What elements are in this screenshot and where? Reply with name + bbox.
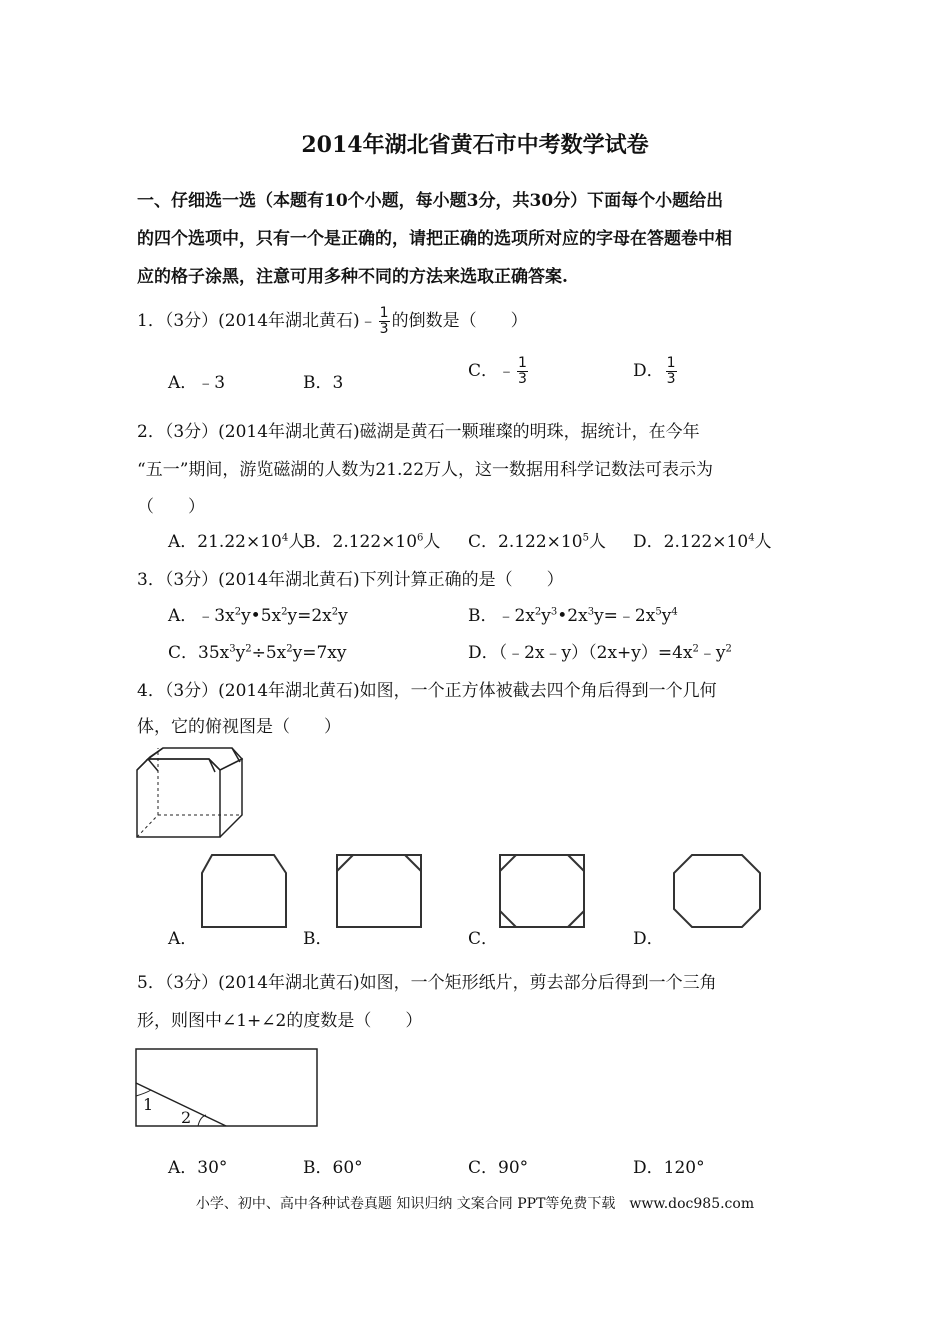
q4-option-d-shape bbox=[672, 853, 762, 929]
option-label: D． bbox=[633, 361, 664, 381]
option-neg-sign: ﹣ bbox=[498, 361, 516, 381]
q4-option-d[interactable]: D． bbox=[633, 929, 664, 949]
option-label: B． bbox=[468, 606, 498, 626]
q1-frac-den: 3 bbox=[379, 321, 389, 337]
q5-option-d[interactable] bbox=[633, 1153, 705, 1178]
option-label: A． bbox=[168, 532, 198, 552]
angle-2-label: 2 bbox=[181, 1108, 192, 1127]
option-unit: 人 bbox=[423, 532, 441, 552]
option-exponent: 6 bbox=[417, 532, 424, 544]
q5-option-c[interactable] bbox=[468, 1153, 528, 1178]
option-label: A． bbox=[168, 1158, 198, 1178]
section-instructions-line3: 应的格子涂黑，注意可用多种不同的方法来选取正确答案. bbox=[137, 267, 568, 287]
q1-frac-num: 1 bbox=[379, 305, 389, 321]
q3-option-a[interactable]: A．$﹣3x^2y•5x^2y=2x^2y$ bbox=[168, 606, 348, 626]
option-text: ﹣3 bbox=[197, 373, 226, 393]
option-label: A． bbox=[168, 373, 198, 393]
option-text: 3 bbox=[332, 373, 344, 393]
option-text: 30° bbox=[197, 1158, 228, 1178]
q4-option-b[interactable]: B． bbox=[303, 929, 333, 949]
q4-option-b-shape bbox=[335, 853, 423, 929]
rectangle-paper-figure bbox=[134, 1047, 320, 1129]
q1-neg-sign: ﹣ bbox=[359, 311, 377, 331]
frac-den: 3 bbox=[666, 371, 676, 387]
option-label: C． bbox=[468, 532, 499, 552]
frac-num: 1 bbox=[666, 355, 676, 371]
q3-option-c[interactable]: C．$35x^3y^2\div 5x^2y=7xy$ bbox=[168, 643, 347, 663]
option-text: 120° bbox=[663, 1158, 705, 1178]
option-label: C． bbox=[468, 1158, 499, 1178]
option-base: 21.22×10 bbox=[197, 532, 282, 552]
q4-option-c[interactable]: C． bbox=[468, 929, 499, 949]
q5-option-b[interactable] bbox=[303, 1153, 363, 1178]
option-base: 2.122×10 bbox=[498, 532, 583, 552]
question-2-line2: “五一”期间，游览磁湖的人数为21.22万人，这一数据用科学记数法可表示为 bbox=[137, 460, 714, 480]
q5-option-a[interactable] bbox=[168, 1153, 227, 1178]
option-label: D． bbox=[468, 643, 499, 663]
question-2-line1: 2．（3分）(2014年湖北黄石)磁湖是黄石一颗璀璨的明珠，据统计，在今年 bbox=[137, 422, 700, 442]
option-label: D． bbox=[633, 532, 664, 552]
page-title: 2014年湖北省黄石市中考数学试卷 bbox=[301, 132, 649, 158]
option-text: 90° bbox=[498, 1158, 529, 1178]
q3-option-b[interactable]: B．$﹣2x^2y^3•2x^3y=﹣2x^5y^4$ bbox=[468, 606, 678, 626]
q1-prefix: 1．（3分）(2014年湖北黄石) bbox=[137, 311, 360, 331]
option-text-tail: ﹣y bbox=[698, 643, 726, 663]
option-label: B． bbox=[303, 532, 333, 552]
q4-option-a[interactable]: A． bbox=[168, 929, 198, 949]
section-instructions-line1: 一、仔细选一选（本题有10个小题，每小题3分，共30分）下面每个小题给出 bbox=[137, 191, 724, 211]
q4-option-a-shape bbox=[200, 853, 288, 929]
frac-num: 1 bbox=[518, 355, 527, 371]
option-unit: 人 bbox=[288, 532, 306, 552]
option-label: A． bbox=[168, 606, 198, 626]
frac-den: 3 bbox=[518, 371, 527, 387]
option-text: 60° bbox=[332, 1158, 363, 1178]
option-unit: 人 bbox=[754, 532, 772, 552]
option-unit: 人 bbox=[588, 532, 606, 552]
option-label: C． bbox=[468, 361, 499, 381]
option-base: 2.122×10 bbox=[332, 532, 418, 552]
option-label: D． bbox=[633, 1158, 664, 1178]
angle-1-label: 1 bbox=[143, 1095, 154, 1114]
question-3-stem: 3．（3分）(2014年湖北黄石)下列计算正确的是（ ） bbox=[137, 570, 564, 590]
option-label: B． bbox=[303, 1158, 333, 1178]
question-4-line2: 体，它的俯视图是（ ） bbox=[137, 717, 341, 737]
option-exponent: 4 bbox=[748, 532, 755, 544]
question-5-line1: 5．（3分）(2014年湖北黄石)如图，一个矩形纸片，剪去部分后得到一个三角 bbox=[137, 973, 717, 993]
q1-suffix: 的倒数是（ ） bbox=[391, 311, 528, 331]
question-5-line2: 形，则图中∠1+∠2的度数是（ ） bbox=[137, 1011, 423, 1031]
section-instructions-line2: 的四个选项中，只有一个是正确的，请把正确的选项所对应的字母在答题卷中相 bbox=[137, 229, 732, 249]
option-exponent: 5 bbox=[582, 532, 589, 544]
option-text: （﹣2x﹣y）（2x+y）=4x bbox=[498, 643, 693, 663]
option-exponent: 2 bbox=[692, 643, 699, 655]
option-exponent: 4 bbox=[281, 532, 289, 544]
option-exponent: 2 bbox=[725, 643, 732, 655]
option-label: C． bbox=[168, 643, 199, 663]
question-2-line3: （ ） bbox=[137, 497, 205, 517]
option-label: B． bbox=[303, 373, 333, 393]
q4-option-c-shape bbox=[498, 853, 586, 929]
question-4-line1: 4．（3分）(2014年湖北黄石)如图，一个正方体被截去四个角后得到一个几何 bbox=[137, 681, 717, 701]
option-base: 2.122×10 bbox=[663, 532, 749, 552]
page-footer: 小学、初中、高中各种试卷真题 知识归纳 文案合同 PPT等免费下载 www.doc985.com bbox=[195, 1196, 755, 1212]
